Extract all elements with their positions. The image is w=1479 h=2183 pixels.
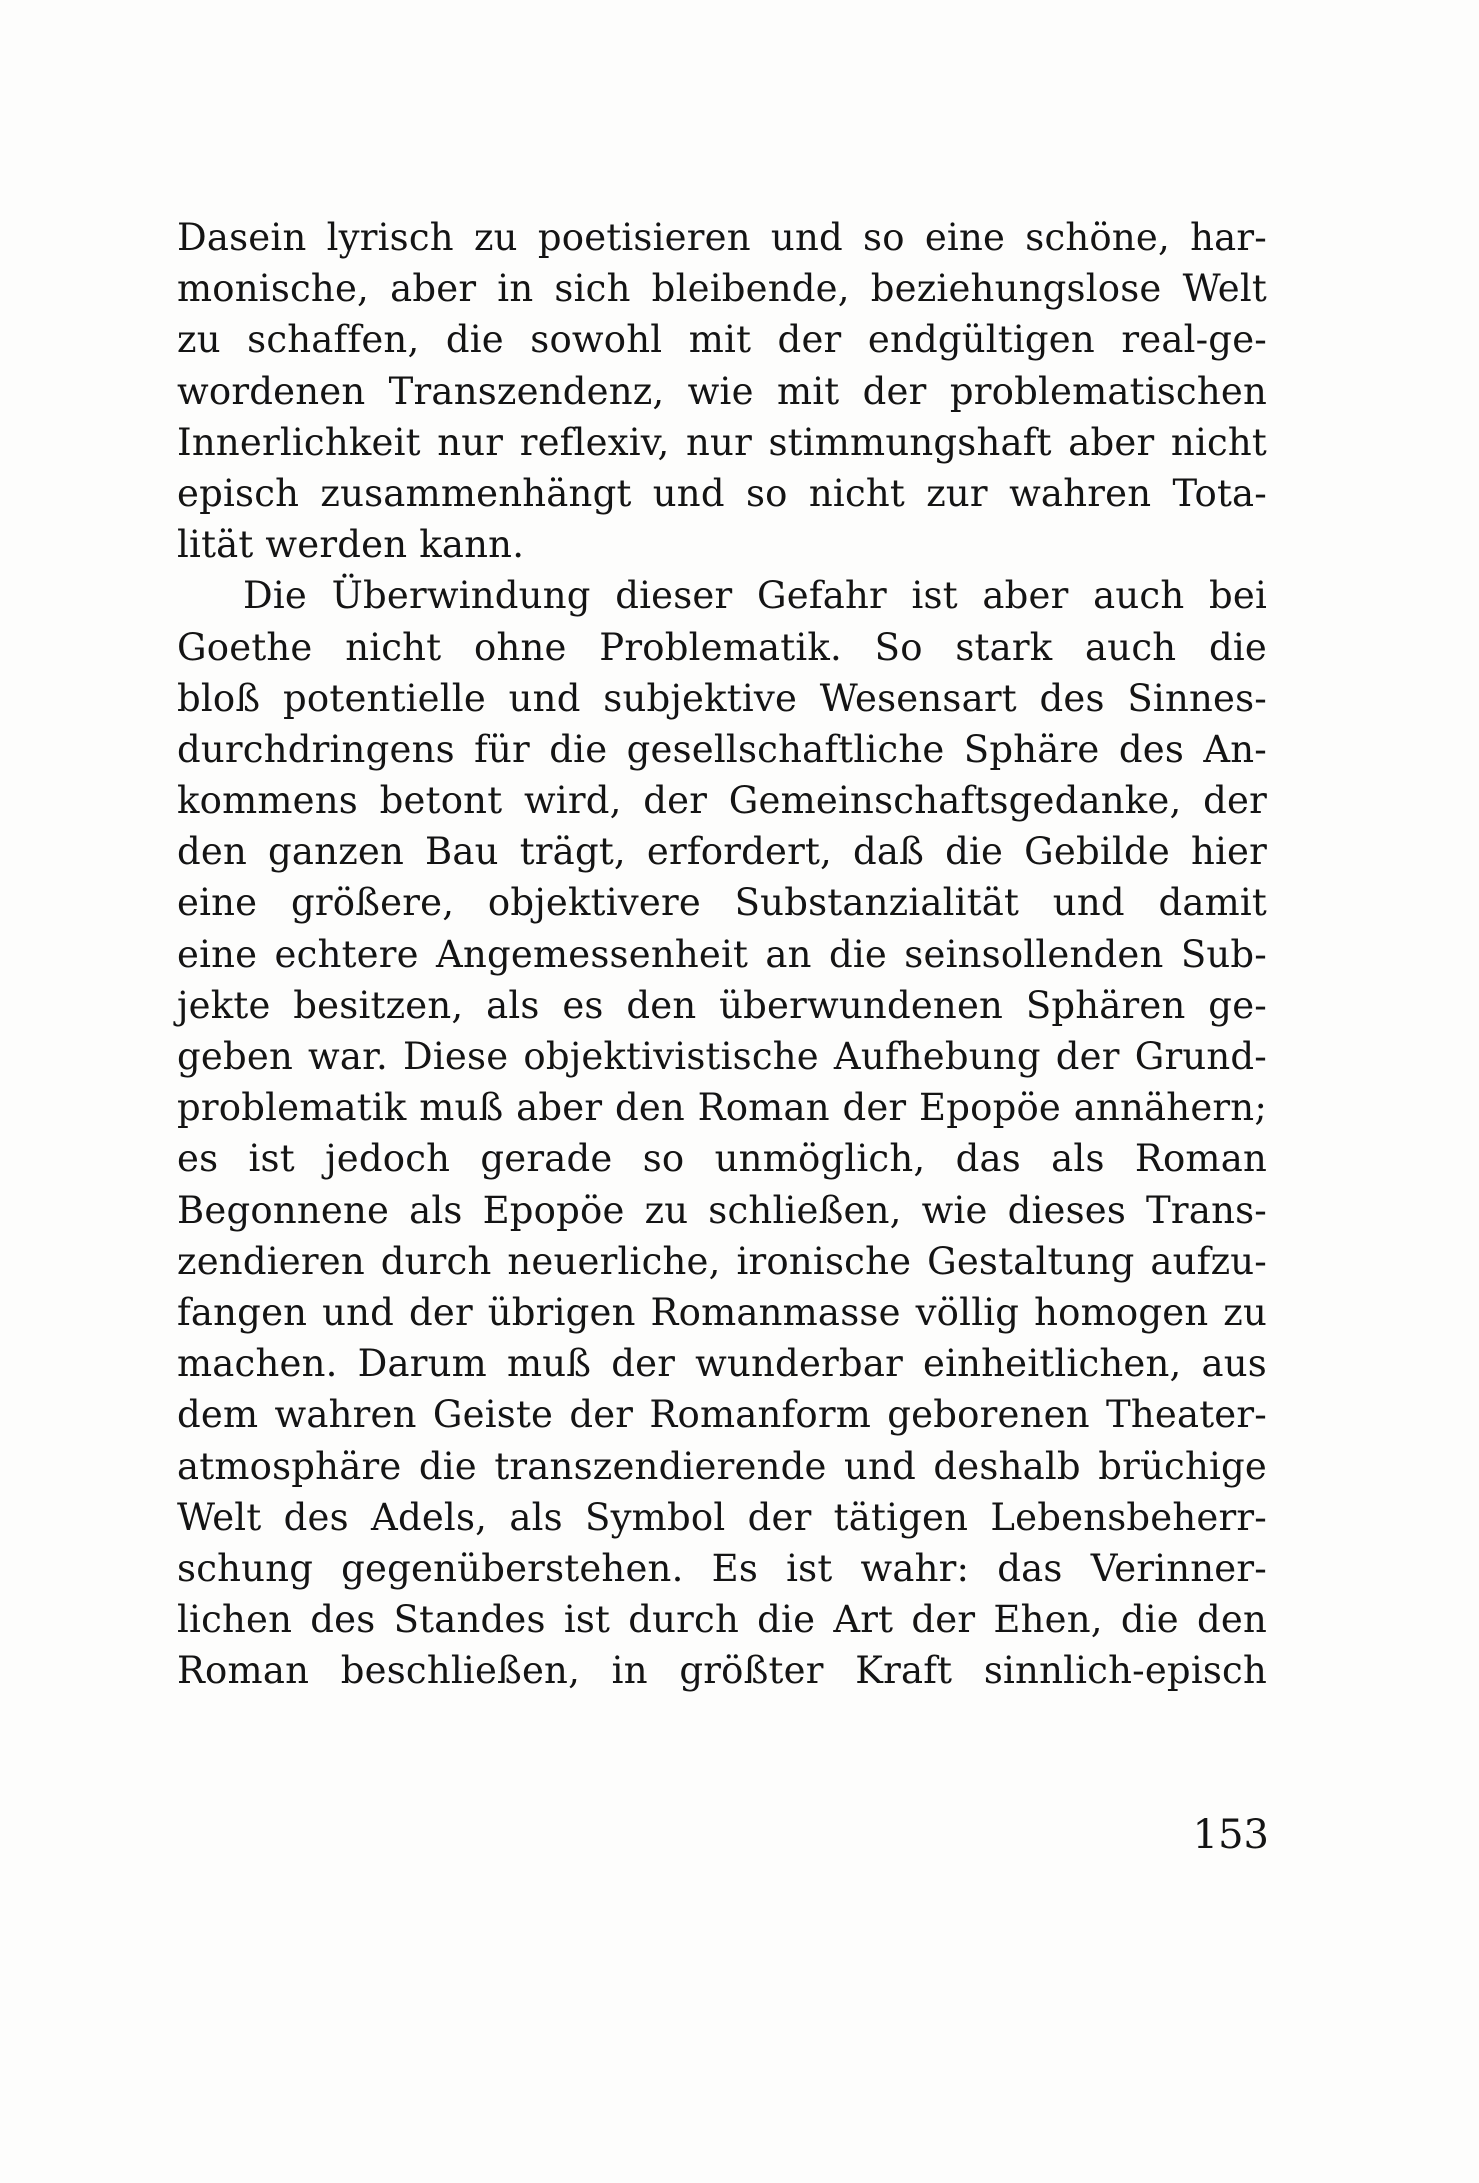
text-line: zu schaffen, die sowohl mit der endgültigen real-ge-: [177, 318, 1267, 362]
text-line: jekte besitzen, als es den überwundenen Sphären ge-: [177, 983, 1267, 1027]
text-line: durchdringens für die gesellschaftliche Sphäre des An-: [177, 727, 1267, 771]
text-line: Roman beschließen, in größter Kraft sinnlich-episch: [177, 1649, 1267, 1693]
text-line: zendieren durch neuerliche, ironische Gestaltung aufzu-: [177, 1239, 1267, 1283]
paragraph-2: [177, 570, 1267, 1696]
text-line: bloß potentielle und subjektive Wesensart des Sinnes-: [177, 676, 1267, 720]
text-line: lichen des Standes ist durch die Art der Ehen, die den: [177, 1598, 1267, 1642]
paragraph-1: [177, 212, 1267, 570]
text-line: Innerlichkeit nur reflexiv, nur stimmungshaft aber nicht: [177, 420, 1267, 464]
text-line: monische, aber in sich bleibende, beziehungslose Welt: [177, 267, 1267, 311]
text-line: eine echtere Angemessenheit an die seinsollenden Sub-: [177, 932, 1267, 976]
text-line: problematik muß aber den Roman der Epopöe annähern;: [177, 1086, 1267, 1130]
text-line: atmosphäre die transzendierende und deshalb brüchige: [177, 1444, 1267, 1488]
text-line: schung gegenüberstehen. Es ist wahr: das Verinner-: [177, 1546, 1267, 1590]
text-line: fangen und der übrigen Romanmasse völlig homogen zu: [177, 1290, 1267, 1334]
text-line: kommens betont wird, der Gemeinschaftsgedanke, der: [177, 779, 1267, 823]
text-line: geben war. Diese objektivistische Aufhebung der Grund-: [177, 1035, 1267, 1078]
text-line: machen. Darum muß der wunderbar einheitlichen, aus: [177, 1342, 1267, 1386]
page-number: 153: [1192, 1812, 1269, 1858]
text-line: Die Überwindung dieser Gefahr ist aber auch bei: [243, 574, 1267, 618]
text-line: Begonnene als Epopöe zu schließen, wie dieses Trans-: [177, 1188, 1267, 1232]
text-line: lität werden kann.: [177, 523, 525, 567]
text-line: Welt des Adels, als Symbol der tätigen Lebensbeherr-: [177, 1495, 1267, 1539]
text-line: dem wahren Geiste der Romanform geborenen Theater-: [177, 1393, 1267, 1437]
text-line: den ganzen Bau trägt, erfordert, daß die Gebilde hier: [177, 830, 1267, 874]
text-line: es ist jedoch gerade so unmöglich, das als Roman: [177, 1137, 1267, 1181]
text-line: episch zusammenhängt und so nicht zur wahren Tota-: [177, 471, 1267, 515]
text-line: eine größere, objektivere Substanzialität und damit: [177, 881, 1267, 925]
text-line: Goethe nicht ohne Problematik. So stark auch die: [177, 625, 1267, 669]
text-line: wordenen Transzendenz, wie mit der problematischen: [177, 369, 1267, 413]
body-text: [177, 212, 1267, 1696]
text-line: Dasein lyrisch zu poetisieren und so eine schöne, har-: [177, 216, 1267, 259]
